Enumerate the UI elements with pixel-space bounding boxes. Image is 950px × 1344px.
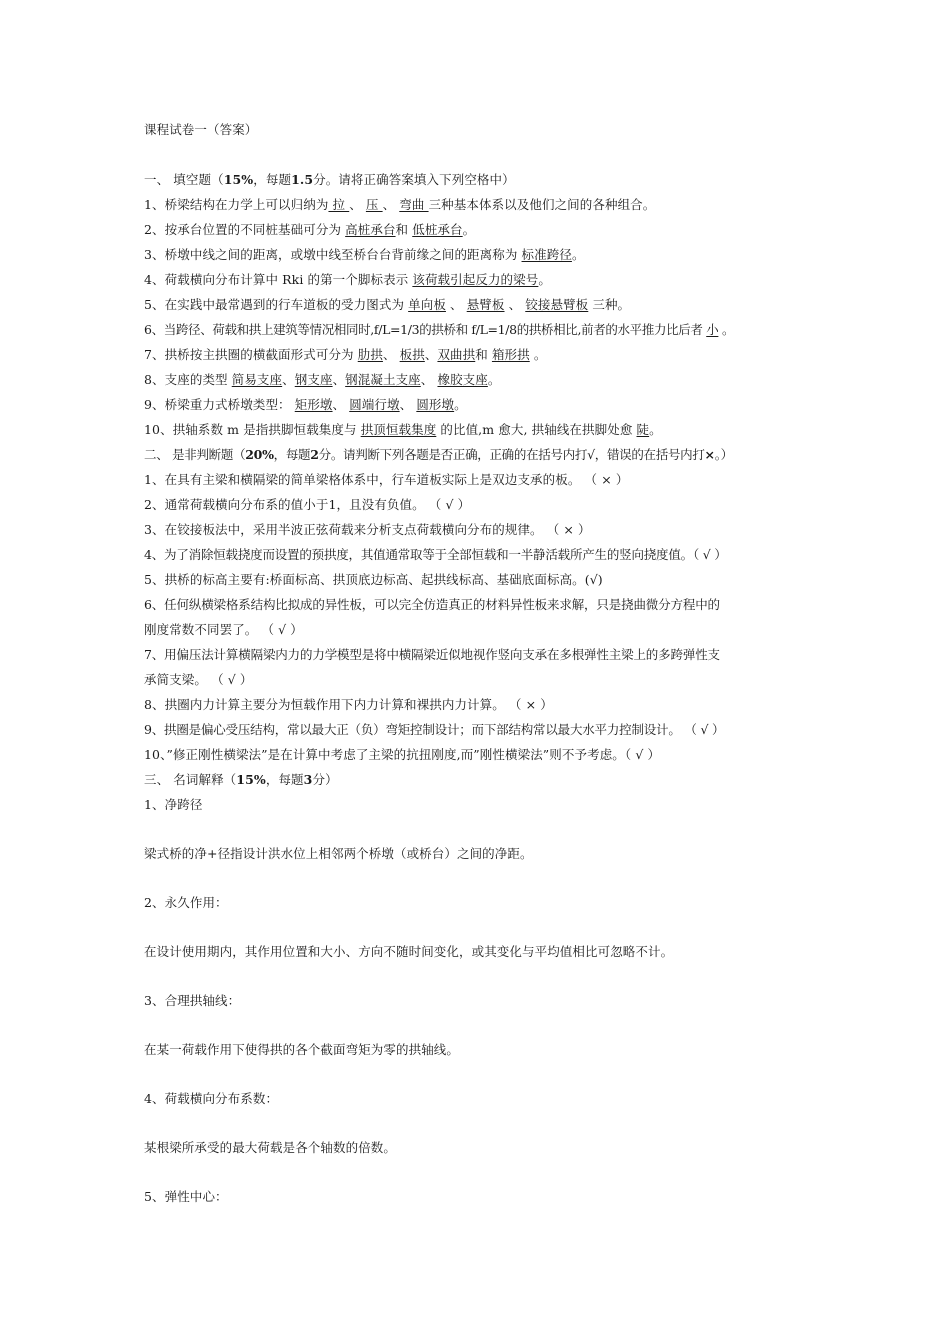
judge-item: 1、在具有主梁和横隔梁的简单梁格体系中，行车道板实际上是双边支承的板。 （ × ）: [144, 472, 629, 487]
q7-answer-2: 板拱: [399, 347, 425, 362]
q5-answer-3: 铰接悬臂板: [525, 297, 589, 312]
q5-answer-1: 单向板: [408, 297, 446, 312]
section1-heading-suffix: 分。请将正确答案填入下列空格中）: [313, 172, 515, 187]
q2-answer-2: 低桩承台: [412, 222, 463, 237]
term-title: 5、弹性中心：: [144, 1189, 228, 1204]
q4-text-b: 。: [538, 272, 551, 287]
q4-text-a: 4、荷载横向分布计算中 Rki 的第一个脚标表示: [144, 272, 413, 287]
judge-item: 3、在铰接板法中，采用半波正弦荷载来分析支点荷载横向分布的规律。 （ × ）: [144, 522, 591, 537]
q7-answer-4: 箱形拱: [491, 347, 530, 362]
q3-text-b: 。: [571, 247, 585, 262]
judge-item: 4、为了消除恒载挠度而设置的预拱度，其值通常取等于全部恒载和一半静活载所产生的竖向挠度值。（ √ ）: [144, 547, 727, 562]
q3-answer-1: 标准跨径: [521, 247, 572, 262]
q9-answer-1: 矩形墩: [294, 397, 333, 412]
section3-heading-percent: 15%: [236, 772, 266, 787]
q8-text-d: 、: [420, 372, 438, 387]
q1-text-a: 1、桥梁结构在力学上可以归纳为: [144, 197, 329, 212]
fill-question-8: [144, 371, 816, 389]
q7-answer-3: 双曲拱: [437, 347, 476, 362]
section2-heading-end: 。）: [714, 447, 733, 462]
fill-question-3: [144, 246, 816, 264]
q5-answer-2: 悬臂板: [466, 297, 505, 312]
section2-heading-suffix: 分。请判断下列各题是否正确，正确的在括号内打√，错误的在括号内打: [318, 447, 705, 462]
q10-text-c: 。: [649, 422, 662, 437]
q4-answer-1: 该荷载引起反力的梁号: [412, 272, 539, 287]
q9-text-d: 。: [454, 397, 467, 412]
term-answer: 梁式桥的净+径指设计洪水位上相邻两个桥墩（或桥台）之间的净距。: [144, 846, 533, 861]
q1-answer-1: 拉: [328, 197, 350, 212]
q8-answer-1: 简易支座: [231, 372, 283, 387]
term-answer: 某根梁所承受的最大荷载是各个轴数的倍数。: [144, 1140, 397, 1155]
term-title: 3、合理拱轴线：: [144, 993, 241, 1008]
judge-item: 刚度常数不同罢了。 （ √ ）: [144, 622, 303, 637]
section1-heading-prefix: 一、 填空题（: [144, 172, 224, 187]
q6-text-b: 。: [718, 322, 735, 337]
term-title: 2、永久作用：: [144, 895, 228, 910]
q8-text-e: 。: [487, 372, 501, 387]
q8-answer-4: 橡胶支座: [437, 372, 488, 387]
fill-question-7: [144, 346, 816, 364]
section2-heading-mid: ，每题: [273, 447, 311, 462]
section1-heading: [144, 171, 816, 189]
q8-answer-3: 钢混凝土支座: [345, 372, 421, 387]
fill-question-1: [144, 196, 816, 214]
q5-text-a: 5、在实践中最常遇到的行车道板的受力图式为: [144, 297, 409, 312]
judge-item: 2、通常荷载横向分布系的值小于1，且没有负值。 （ √ ）: [144, 497, 471, 512]
q2-text-a: 2、按承台位置的不同桩基础可分为: [144, 222, 346, 237]
document-title: 课程试卷一（答案）: [144, 122, 258, 137]
fill-question-9: [144, 396, 816, 414]
q10-text-b: 的比值,m 愈大, 拱轴线在拱脚处愈: [436, 422, 637, 437]
q6-answer-1: 小: [706, 322, 719, 337]
term-title: 1、净跨径: [144, 797, 203, 812]
q6-text-a: 6、当跨径、荷载和拱上建筑等情况相同时,f/L=1/3的拱桥和 f/L=1/8的拱桥相比,前者的水平推力比后者: [144, 322, 707, 337]
fill-question-4: [144, 271, 816, 289]
q7-text-d: 和: [475, 347, 492, 362]
q1-text-d: 三种基本体系以及他们之间的各种组合。: [428, 197, 656, 212]
judge-item: 10、”修正刚性横梁法”是在计算中考虑了主梁的抗扭刚度,而”刚性横梁法”则不予考虑。（ √ ）: [144, 747, 661, 762]
fill-question-5: [144, 296, 816, 314]
section2-heading: [144, 446, 816, 464]
q7-text-b: 、: [382, 347, 400, 362]
section3-heading-score: 3: [303, 772, 313, 787]
q10-answer-2: 陡: [636, 422, 650, 437]
q8-text-c: 、: [332, 372, 346, 387]
q5-text-c: 、: [504, 297, 526, 312]
fill-question-10: [144, 421, 816, 439]
q8-text-b: 、: [282, 372, 295, 387]
q8-text-a: 8、支座的类型: [144, 372, 232, 387]
q7-answer-1: 肋拱: [357, 347, 383, 362]
q9-text-c: 、: [399, 397, 417, 412]
q9-text-a: 9、桥梁重力式桥墩类型：: [144, 397, 295, 412]
section1-heading-percent: 15%: [223, 172, 254, 187]
q5-text-d: 三种。: [588, 297, 631, 312]
judge-item: 6、任何纵横梁格系结构比拟成的异性板，可以完全仿造真正的材料异性板来求解，只是挠曲微分方程中的: [144, 597, 720, 612]
q3-text-a: 3、桥墩中线之间的距离，或墩中线至桥台台背前缘之间的距离称为: [144, 247, 522, 262]
q5-text-b: 、: [445, 297, 467, 312]
section2-heading-prefix: 二、 是非判断题（: [144, 447, 246, 462]
q7-text-e: 。: [529, 347, 547, 362]
section2-heading-cross: ×: [704, 447, 715, 462]
term-answer: 在某一荷载作用下使得拱的各个截面弯矩为零的拱轴线。: [144, 1042, 460, 1057]
section3-heading-suffix: 分）: [312, 772, 338, 787]
q1-text-c: 、: [382, 197, 400, 212]
q10-text-a: 10、拱轴系数 m 是指拱脚恒载集度与: [144, 422, 361, 437]
q9-answer-3: 圆形墩: [416, 397, 455, 412]
section1-heading-score: 1.5: [291, 172, 314, 187]
q9-answer-2: 圆端行墩: [349, 397, 400, 412]
section3-heading: [144, 771, 816, 789]
judge-item: 5、拱桥的标高主要有:桥面标高、拱顶底边标高、起拱线标高、基础底面标高。(√): [144, 572, 603, 587]
section3-heading-prefix: 三、 名词解释（: [144, 772, 237, 787]
judge-item: 承简支梁。 （ √ ）: [144, 672, 253, 687]
judge-item: 7、用偏压法计算横隔梁内力的力学模型是将中横隔梁近似地视作竖向支承在多根弹性主梁上的多跨弹性支: [144, 647, 720, 662]
section3-heading-mid: ，每题: [265, 772, 304, 787]
judge-item: 8、拱圈内力计算主要分为恒载作用下内力计算和裸拱内力计算。 （ × ）: [144, 697, 553, 712]
q1-text-b: 、: [349, 197, 366, 212]
section2-heading-percent: 20%: [245, 447, 274, 462]
fill-question-2: [144, 221, 816, 239]
q2-text-c: 。: [462, 222, 476, 237]
q2-answer-1: 高桩承台: [345, 222, 396, 237]
q1-answer-3: 弯曲: [399, 197, 429, 212]
q2-text-b: 和: [395, 222, 413, 237]
q7-text-a: 7、拱桥按主拱圈的横截面形式可分为: [144, 347, 358, 362]
q8-answer-2: 钢支座: [294, 372, 333, 387]
q10-answer-1: 拱顶恒载集度: [360, 422, 437, 437]
term-answer: 在设计使用期内，其作用位置和大小、方向不随时间变化，或其变化与平均值相比可忽略不计。: [144, 944, 674, 959]
fill-question-6: [144, 321, 816, 339]
section1-heading-mid: ，每题: [253, 172, 292, 187]
q7-text-c: 、: [424, 347, 438, 362]
section2-heading-score: 2: [310, 447, 319, 462]
q1-answer-2: 压: [365, 197, 383, 212]
judge-item: 9、拱圈是偏心受压结构，常以最大正（负）弯矩控制设计；而下部结构常以最大水平力控制设计。 （ √ ）: [144, 722, 725, 737]
q9-text-b: 、: [332, 397, 350, 412]
term-title: 4、荷载横向分布系数：: [144, 1091, 279, 1106]
